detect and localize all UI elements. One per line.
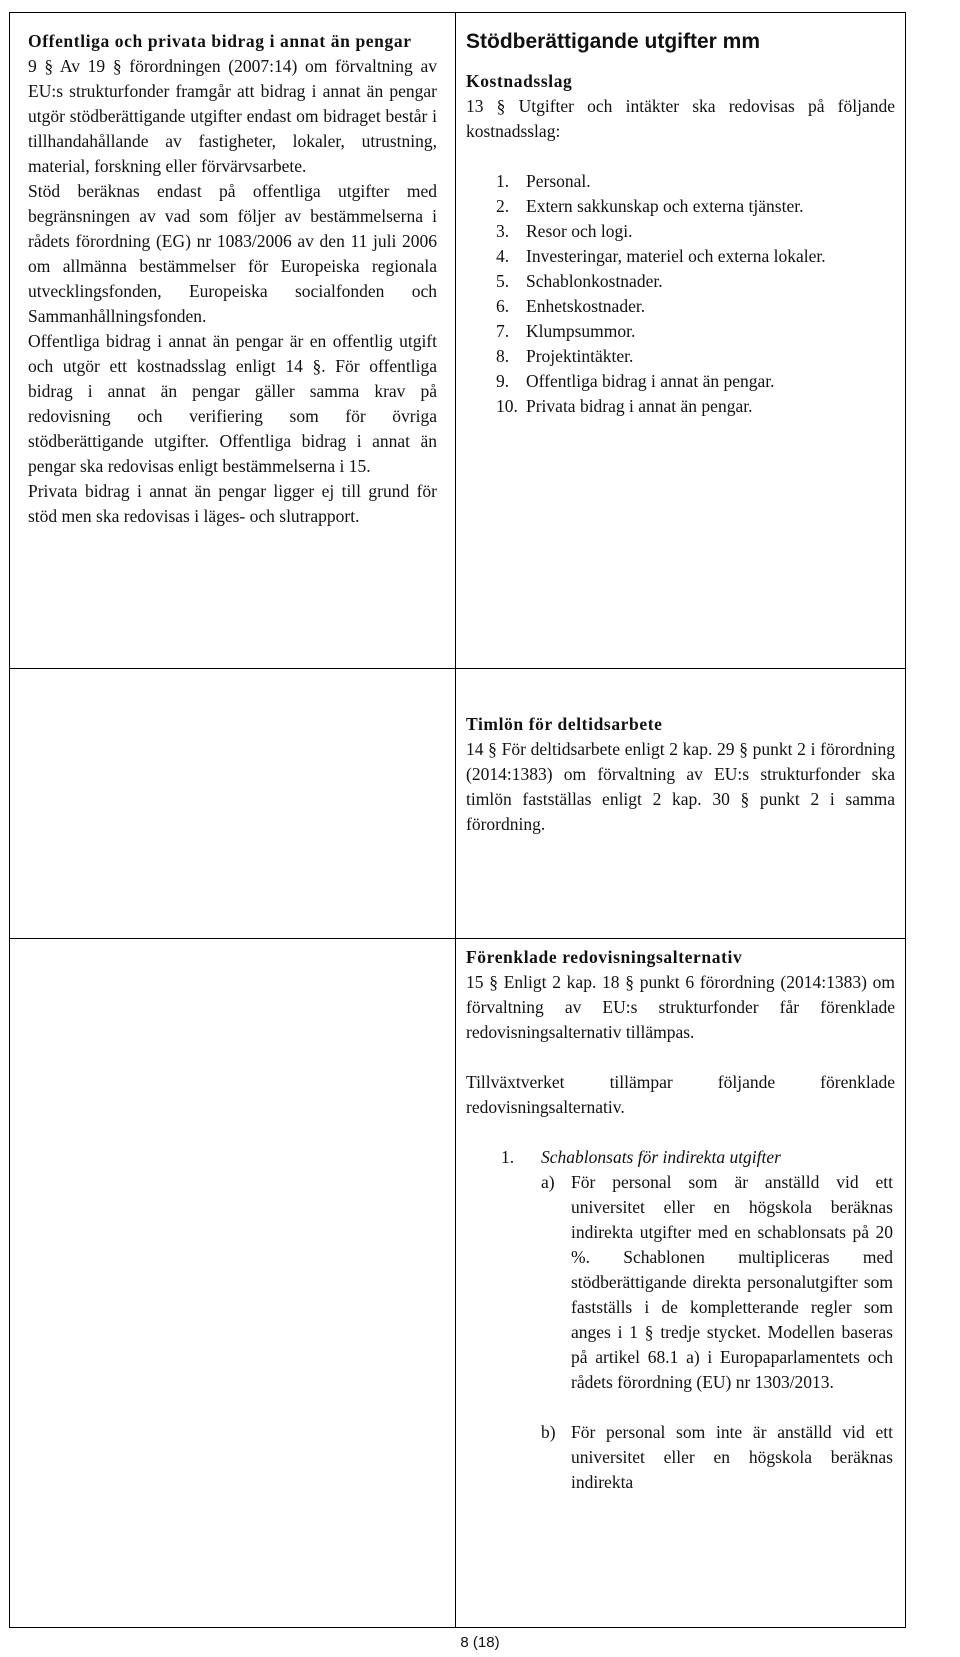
left-cell-empty-2 [9,938,456,1628]
right-cell-timlon [455,668,906,939]
list-item: 8. Projektintäkter. [496,346,634,366]
paragraph-offentliga: Offentliga bidrag i annat än pengar är en offentlig utgift och utgör ett kostnadsslag enligt 14 §. För offentliga bidrag i annat än pengar gäller samma krav på redovisning och verifiering som för övriga stödberättigande utgifter. Offentliga bidrag i annat än pengar ska redovisas enligt bestämmelserna i 15. [28,331,437,476]
list-title: Schablonsats för indirekta utgifter [541,1147,781,1167]
heading-kostnadsslag: Kostnadsslag [466,71,573,91]
sub-list [466,1170,895,1495]
sub-item-b: b) För personal som inte är anställd vid ett universitet eller en högskola beräknas indirekta [541,1422,893,1492]
list-item: 6. Enhetskostnader. [496,296,646,316]
paragraph-13: 13 § Utgifter och intäkter ska redovisas på följande kostnadsslag: [466,96,895,141]
list-item: 5. Schablonkostnader. [496,271,663,291]
heading-forenklade: Förenklade redovisningsalternativ [466,947,743,967]
paragraph-privata: Privata bidrag i annat än pengar ligger ej till grund för stöd men ska redovisas i läges- och slutrapport. [28,481,437,526]
heading-bidrag: Offentliga och privata bidrag i annat än pengar [28,31,412,51]
paragraph-stod: Stöd beräknas endast på offentliga utgifter med begränsningen av vad som följer av bestämmelserna i rådets förordning (EG) nr 1083/2006 av den 11 juli 2006 om allmänna bestämmelser för Europeiska regionala utvecklingsfonden, Europeiska socialfonden och Sammanhållningsfonden. [28,181,437,326]
list-item: 7. Klumpsummor. [496,321,636,341]
list-item: 4. Investeringar, materiel och externa lokaler. [496,246,826,266]
kostnadsslag-list [466,169,895,419]
section-title: Stödberättigande utgifter mm [466,30,761,53]
list-item: 9. Offentliga bidrag i annat än pengar. [496,371,775,391]
list-item: 1. Personal. [496,171,591,191]
paragraph-14: 14 § För deltidsarbete enligt 2 kap. 29 § punkt 2 i förordning (2014:1383) om förvaltning av EU:s strukturfonder ska timlön fastställas enligt 2 kap. 30 § punkt 2 i samma förordning. [466,739,895,834]
left-cell-bidrag [9,12,456,669]
paragraph-15: 15 § Enligt 2 kap. 18 § punkt 6 förordning (2014:1383) om förvaltning av EU:s strukturfonder får förenklade redovisningsalternativ tillämpas. [466,972,895,1042]
left-cell-empty-1 [9,668,456,939]
heading-timlon: Timlön för deltidsarbete [466,714,663,734]
paragraph-9: 9 § Av 19 § förordningen (2007:14) om förvaltning av EU:s strukturfonder framgår att bidrag i annat än pengar utgör stödberättigande utgifter endast om bidraget består i tillhandahållande av fastigheter, lokaler, utrustning, material, forskning eller förvärvsarbete. [28,56,437,176]
right-cell-forenklade [455,938,906,1628]
page-number: 8 (18) [460,1634,500,1651]
paragraph-tillvaxtverket: Tillväxtverket tillämpar följande förenklade redovisningsalternativ. [466,1072,895,1117]
list-number: 1. [501,1147,515,1167]
schablonsats-list-item [466,1145,895,1170]
list-item: 3. Resor och logi. [496,221,633,241]
list-item: 2. Extern sakkunskap och externa tjänster. [496,196,804,216]
list-item: 10. Privata bidrag i annat än pengar. [496,396,753,416]
right-cell-kostnadsslag [455,12,906,669]
sub-item-a: a) För personal som är anställd vid ett universitet eller en högskola beräknas indirekta utgifter med en schablonsats på 20 %. Schablonen multipliceras med stödberättigande direkta personalutgifter som fastställs i de kompletterande regler som anges i 1 § tredje stycket. Modellen baseras på artikel 68.1 a) i Europaparlamentets och rådets förordning (EU) nr 1303/2013. [541,1172,893,1392]
